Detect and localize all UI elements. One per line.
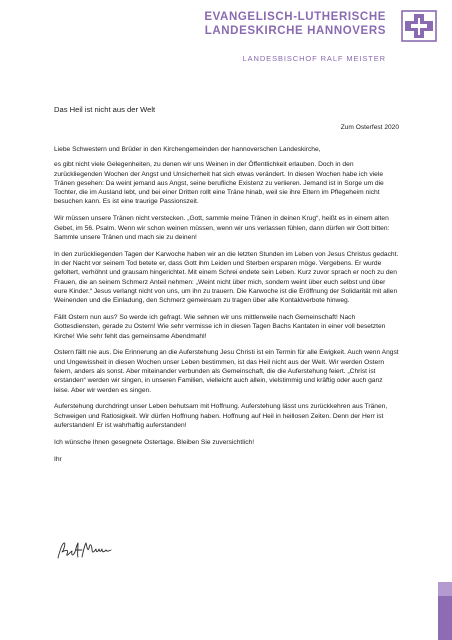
- letter-subject: Das Heil ist nicht aus der Welt: [54, 105, 156, 114]
- paragraph: Ostern fällt nie aus. Die Erinnerung an die Auferstehung Jesu Christi ist ein Termin für alle Ewigkeit. Auch wenn Angst und Ungewissheit in diesen Wochen unser Leben bestimmen, ist das Heil nicht aus der Welt. Wir werden Ostern feiern, anders als sonst. Aber miteinander verbunden als Gemeinschaft, die die Auferstehung feiert. „Christ ist erstanden“ werden wir singen, in unseren Familien, vielleicht auch allein, vielstimmig und kräftig oder auch ganz leise. Aber wir werden es singen.: [54, 349, 399, 394]
- handwritten-signature: [54, 540, 114, 562]
- bishop-title: LANDESBISCHOF RALF MEISTER: [242, 54, 386, 63]
- letterhead: [0, 0, 452, 70]
- paragraph: In den zurückliegenden Tagen der Karwoche haben wir an die letzten Stunden im Leben von Jesus Christus gedacht. In der Nacht vor seinem Tod betete er, dass Gott ihm Leiden und Sterben ersparen möge. Vergebens. Er wurde gefoltert, verhöhnt und grausam hingerichtet. Mit einem Schrei endete sein Leben. Kurz zuvor sprach er noch zu den Frauen, die an seinem Schmerz Anteil nehmen: „Weint nicht über mich, sondern weint über euch selbst und über eure Kinder.“ Jesus verlangt nicht von uns, um ihn zu trauern. Die Karwoche ist die Eröffnung der Solidarität mit allen Weinenden und die Einladung, den Schmerz gemeinsam zu tragen über alle Kontaktverbote hinweg.: [54, 250, 399, 305]
- letter-date: Zum Osterfest 2020: [340, 124, 399, 131]
- letter-body: [54, 105, 399, 471]
- side-accent-bar-top: [438, 582, 452, 596]
- closing-wish: Ich wünsche Ihnen gesegnete Ostertage. Bleiben Sie zuversichtlich!: [54, 438, 255, 446]
- cross-logo-icon: [401, 10, 437, 42]
- salutation: Liebe Schwestern und Brüder in den Kirchengemeinden der hannoverschen Landeskirche,: [54, 146, 321, 153]
- organization-name-line-2: LANDESKIRCHE HANNOVERS: [204, 25, 386, 37]
- organization-name-line-1: EVANGELISCH-LUTHERISCHE: [204, 11, 386, 23]
- paragraph: Fällt Ostern nun aus? So werde ich gefragt. Wie sehnen wir uns mittlerweile nach Gemeinschaft! Nach Gottesdiensten, gerade zu Ostern! Wie sehr vermisse ich in diesen Tagen Bachs Kantaten in einer voll besetzten Kirche! Wie sehr fehlt das gemeinsame Abendmahl!: [54, 313, 386, 340]
- paragraph: Auferstehung durchdringt unser Leben behutsam mit Hoffnung. Auferstehung lässt uns zurückkehren aus Tränen, Schweigen und Ratlosigkeit. Wir dürfen Hoffnung haben. Hoffnung auf Heil in heillosen Zeiten. Denn der Herr ist auferstanden! Er ist wahrhaftig auferstanden!: [54, 403, 388, 429]
- paragraph: es gibt nicht viele Gelegenheiten, zu denen wir uns Weinen in der Öffentlichkeit erlauben. Doch in den zurückliegenden Wochen der Angst und Unsicherheit hat sich etwas verändert. In diesen Wochen habe ich viele Tränen gesehen: Da weint jemand aus Angst, seine berufliche Existenz zu verlieren. Jemand ist in Sorge um die Tochter, die im Ausland lebt, und bei einer Dritten rollt eine Träne hinab, weil sie ihre Eltern im Pflegeheim nicht besuchen kann. Es ist eine traurige Passionszeit.: [54, 161, 384, 206]
- closing-word: Ihr: [54, 455, 62, 463]
- paragraph: Wir müssen unsere Tränen nicht verstecken. „Gott, sammle meine Tränen in deinen Krug“, heißt es in einem alten Gebet, im 56. Psalm. Wenn wir schon weinen müssen, wenn wir uns verlassen fühlen, dann dürfen wir Gott bitten: Sammle unsere Tränen und mach sie zu deinen!: [54, 215, 390, 241]
